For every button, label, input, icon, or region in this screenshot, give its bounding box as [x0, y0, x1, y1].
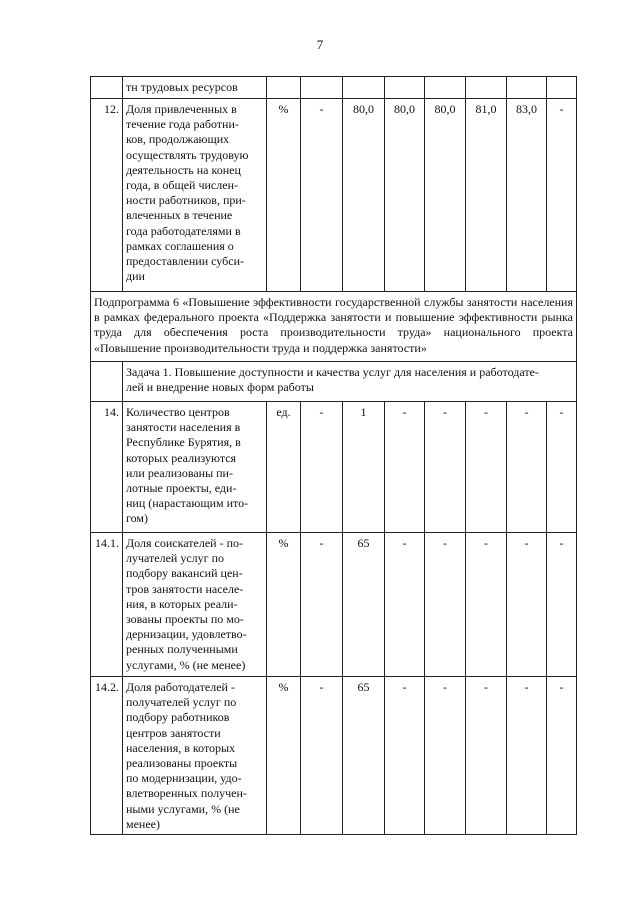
- unit-cell: [267, 77, 301, 99]
- value-cell: 80,0: [385, 99, 425, 292]
- value-cell: [385, 77, 425, 99]
- value-cell: [343, 77, 385, 99]
- table-row: [91, 533, 577, 677]
- value-cell: -: [301, 677, 343, 835]
- value-cell: -: [385, 402, 425, 533]
- value-cell: -: [425, 533, 466, 677]
- unit-cell: ед.: [267, 402, 301, 533]
- value-cell: -: [507, 677, 547, 835]
- value-cell: -: [547, 677, 577, 835]
- value-cell: 81,0: [466, 99, 507, 292]
- row-number-cell: 14.2.: [91, 677, 123, 835]
- value-cell: -: [507, 533, 547, 677]
- value-cell: -: [425, 677, 466, 835]
- value-cell: 80,0: [343, 99, 385, 292]
- row-number-cell: 14.: [91, 402, 123, 533]
- table-row: [91, 402, 577, 533]
- unit-cell: %: [267, 99, 301, 292]
- indicator-name-cell: Количество центров занятости населения в Республике Бурятия, в которых реализуются или реализованы пи- лотные проекты, еди- ниц (нарастающим ито- гом): [123, 402, 267, 533]
- row-number-cell: 12.: [91, 99, 123, 292]
- value-cell: -: [466, 533, 507, 677]
- value-cell: -: [301, 533, 343, 677]
- table-row: [91, 677, 577, 835]
- value-cell: [301, 77, 343, 99]
- value-cell: -: [547, 99, 577, 292]
- value-cell: -: [507, 402, 547, 533]
- unit-cell: %: [267, 533, 301, 677]
- value-cell: 80,0: [425, 99, 466, 292]
- value-cell: 65: [343, 677, 385, 835]
- value-cell: -: [385, 677, 425, 835]
- page-number: 7: [316, 37, 324, 52]
- table-row: [91, 362, 577, 402]
- value-cell: -: [466, 402, 507, 533]
- value-cell: [507, 77, 547, 99]
- indicator-name-cell: Доля работодателей - получателей услуг по подбору работников центров занятости населения, в которых реализованы проекты по модернизации, удо- влетворенных получен- ными услугами, % (не менее): [123, 677, 267, 835]
- value-cell: -: [547, 402, 577, 533]
- row-number-cell: [91, 77, 123, 99]
- value-cell: -: [547, 533, 577, 677]
- table-row: [91, 99, 577, 292]
- indicator-name-cell: Доля соискателей - по- лучателей услуг по подбору вакансий цен- тров занятости населе- ния, в которых реали- зованы проекты по мо- дернизации, удовлетво- ренных полученными услугами, % (не менее): [123, 533, 267, 677]
- table-row: [91, 292, 577, 362]
- value-cell: -: [425, 402, 466, 533]
- value-cell: 1: [343, 402, 385, 533]
- task-heading: Задача 1. Повышение доступности и качества услуг для населения и работодате- лей и внедрение новых форм работы: [123, 362, 577, 402]
- indicator-name-cell: тн трудовых ресурсов: [123, 77, 267, 99]
- value-cell: -: [301, 402, 343, 533]
- row-number-cell: 14.1.: [91, 533, 123, 677]
- row-number-cell: [91, 362, 123, 402]
- table-row: [91, 77, 577, 99]
- indicators-table: [90, 76, 577, 835]
- subprogram-heading: Подпрограмма 6 «Повышение эффективности государственной службы занятости населения в рамках федерального проекта «Поддержка занятости и повышение эффективности рынка труда для обеспечения роста производительности труда» национального проекта «Повышение производительности труда и поддержка занятости»: [91, 292, 577, 362]
- value-cell: 83,0: [507, 99, 547, 292]
- value-cell: 65: [343, 533, 385, 677]
- value-cell: -: [385, 533, 425, 677]
- value-cell: [425, 77, 466, 99]
- unit-cell: %: [267, 677, 301, 835]
- indicator-name-cell: Доля привлеченных в течение года работни- ков, продолжающих осуществлять трудовую деятельность на конец года, в общей числен- ности работников, при- влеченных в течение года работодателями в рамках соглашения о предоставлении субси- дии: [123, 99, 267, 292]
- value-cell: [466, 77, 507, 99]
- value-cell: [547, 77, 577, 99]
- value-cell: -: [466, 677, 507, 835]
- value-cell: -: [301, 99, 343, 292]
